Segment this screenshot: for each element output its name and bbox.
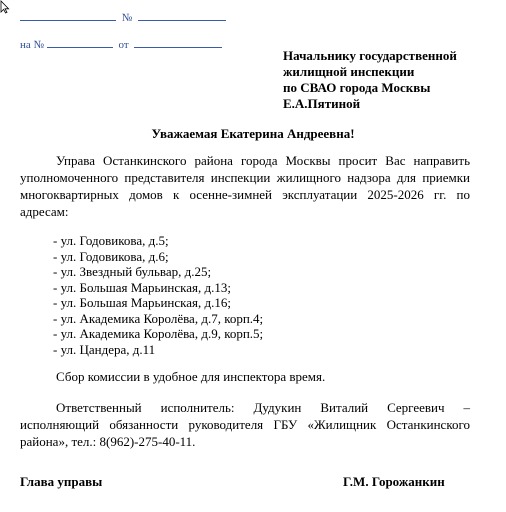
outgoing-number-blank[interactable]: [138, 10, 226, 21]
list-item: - ул. Звездный бульвар, д.25;: [53, 264, 212, 279]
reference-date-prefix: от: [118, 39, 129, 51]
addressee-line: жилищной инспекции: [283, 64, 415, 79]
responsible-paragraph: Ответственный исполнитель: Дудукин Виталий Сергеевич – исполняющий обязанности руководителя ГБУ «Жилищник Останкинского района», тел.: 8(962)-275-40-11.: [20, 400, 470, 449]
incoming-reference-line: [20, 37, 222, 52]
list-item: - ул. Цандера, д.11: [53, 341, 156, 357]
greeting: Уважаемая Екатерина Андреевна!: [151, 126, 355, 141]
signatory-name: Г.М. Горожанкин: [343, 474, 445, 489]
addressee-line: Начальнику государственной: [283, 48, 457, 63]
reference-date-blank[interactable]: [134, 37, 222, 48]
reference-number-blank[interactable]: [47, 37, 113, 48]
signatory-position: Глава управы: [20, 474, 103, 489]
commission-note: Сбор комиссии в удобное для инспектора время.: [56, 369, 326, 384]
list-item: - ул. Большая Марьинская, д.16;: [53, 295, 232, 310]
mouse-cursor-icon: [0, 0, 10, 14]
address-list: [53, 233, 263, 357]
outgoing-date-blank[interactable]: [20, 10, 116, 21]
addressee-line: по СВАО города Москвы: [283, 80, 431, 95]
request-paragraph: Управа Останкинского района города Москвы просит Вас направить уполномоченного представителя инспекции жилищного надзора для приемки многоквартирных домов к осенне-зимней эксплуатации 2025-2026 гг. по адресам:: [20, 153, 470, 219]
list-item: - ул. Большая Марьинская, д.13;: [53, 279, 232, 295]
addressee-block: [283, 48, 493, 112]
outgoing-registration-line: [20, 10, 226, 25]
reference-number-prefix: на №: [20, 39, 45, 51]
list-item: - ул. Годовикова, д.5;: [53, 233, 169, 248]
addressee-line: Е.А.Пятиной: [283, 96, 361, 111]
list-item: - ул. Годовикова, д.6;: [53, 248, 169, 264]
list-item: - ул. Академика Королёва, д.9, корп.5;: [53, 326, 264, 341]
list-item: - ул. Академика Королёва, д.7, корп.4;: [53, 310, 264, 326]
number-sign: №: [121, 12, 133, 24]
